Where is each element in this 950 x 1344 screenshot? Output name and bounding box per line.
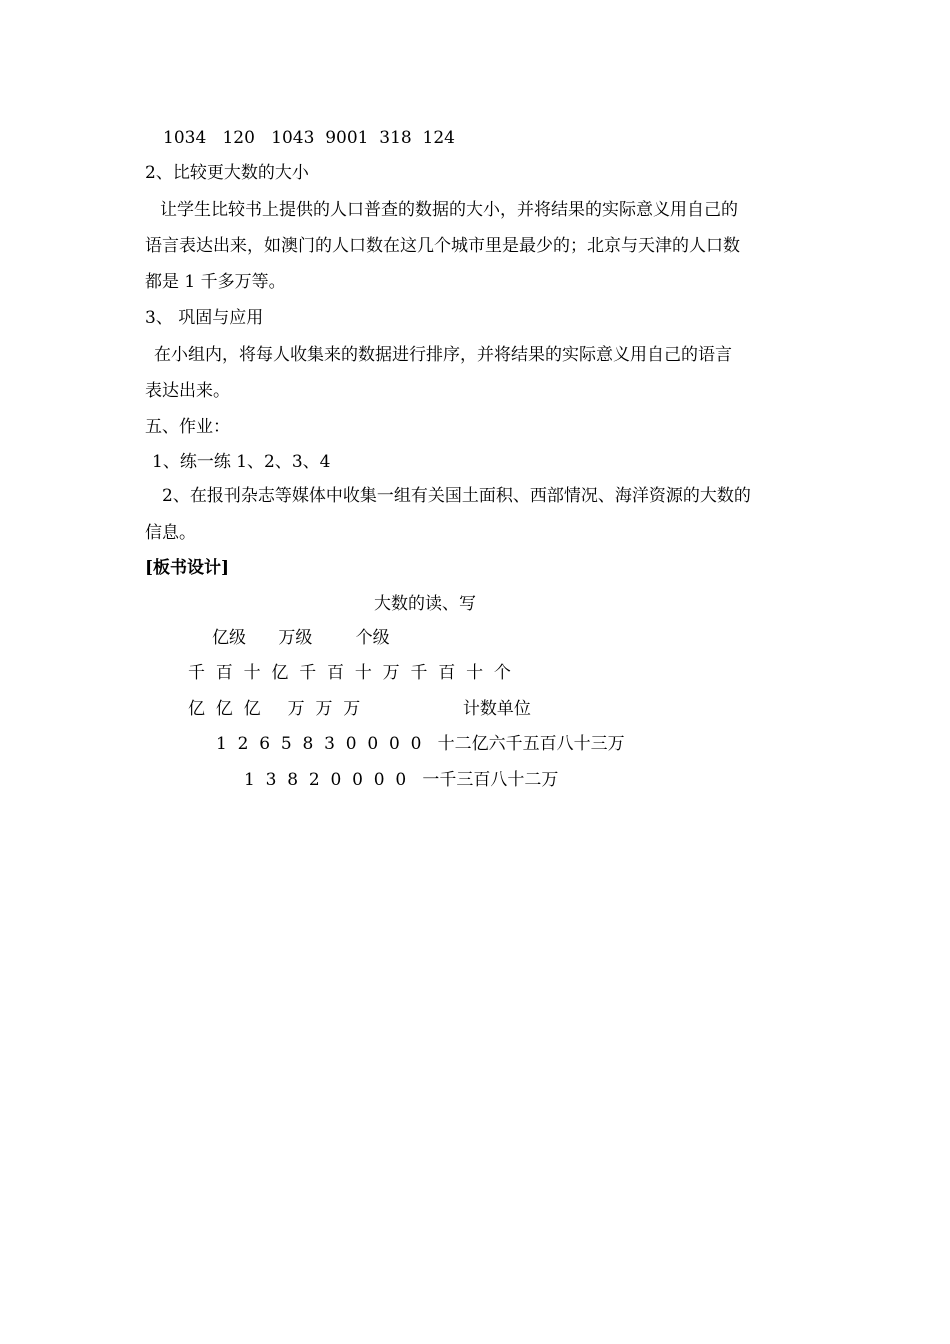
homework-item-2-line1: 2、在报刊杂志等媒体中收集一组有关国土面积、西部情况、海洋资源的大数的 [162,486,751,506]
section3-paragraph-line2: 表达出来。 [145,381,230,401]
homework-heading: 五、作业： [145,417,230,437]
homework-item-2-line2: 信息。 [145,523,196,543]
board-title: 大数的读、写 [374,594,476,614]
board-example-1: 1 2 6 5 8 3 0 0 0 0 十二亿六千五百八十三万 [216,734,625,754]
board-example-2: 1 3 8 2 0 0 0 0 一千三百八十二万 [244,770,559,790]
section2-paragraph-line2: 语言表达出来，如澳门的人口数在这几个城市里是最少的；北京与天津的人口数 [145,236,740,256]
board-units-row2: 亿 亿 亿 万 万 万 计数单位 [188,699,531,719]
section2-paragraph-line1: 让学生比较书上提供的人口普查的数据的大小，并将结果的实际意义用自己的 [160,200,738,220]
section2-paragraph-line3: 都是 1 千多万等。 [145,272,286,292]
board-levels-row: 亿级 万级 个级 [212,628,390,648]
homework-item-1: 1、练一练 1、2、3、4 [152,452,331,472]
section3-paragraph-line1: 在小组内，将每人收集来的数据进行排序，并将结果的实际意义用自己的语言 [154,345,732,365]
section2-heading: 2、比较更大数的大小 [145,163,309,183]
board-design-heading: [板书设计] [145,558,230,578]
numbers-line: 1034 120 1043 9001 318 124 [163,128,455,148]
board-units-row1: 千 百 十 亿 千 百 十 万 千 百 十 个 [188,663,511,683]
section3-heading: 3、 巩固与应用 [145,308,264,328]
